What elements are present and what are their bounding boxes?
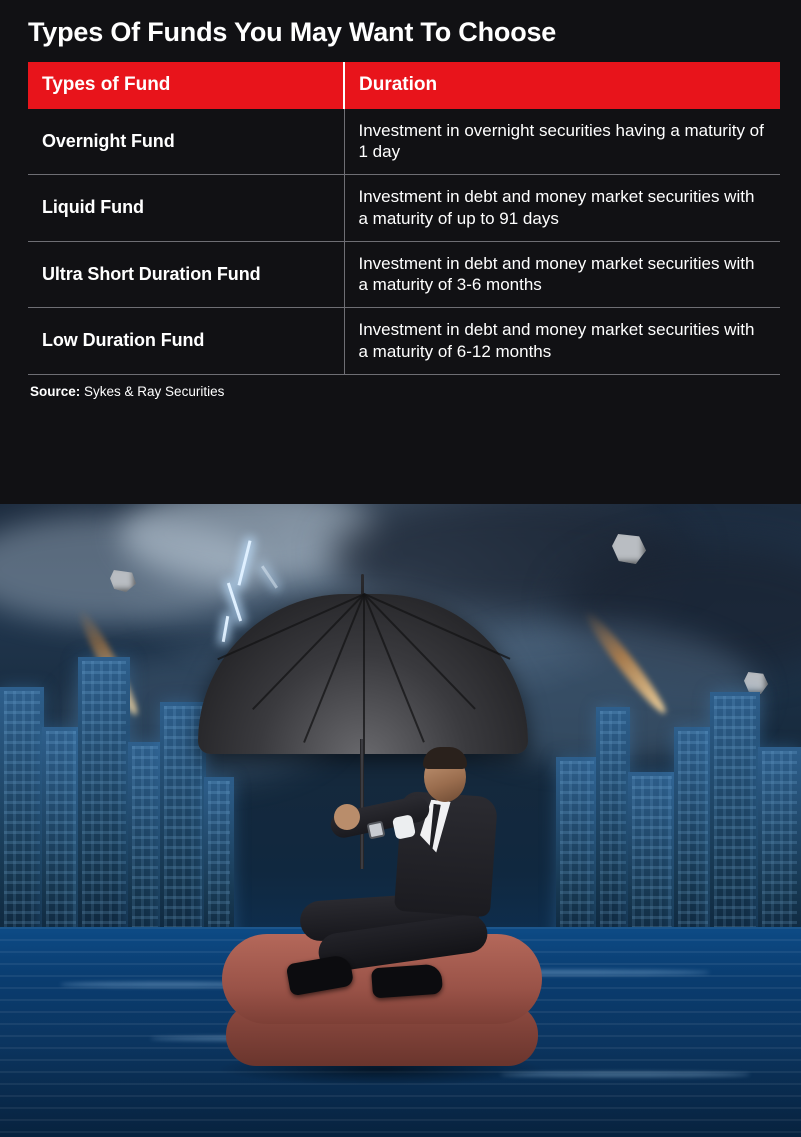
illustration	[0, 504, 801, 1137]
fund-duration-cell: Investment in overnight securities having a maturity of 1 day	[344, 109, 780, 175]
column-header-type: Types of Fund	[28, 62, 344, 109]
umbrella-rib	[217, 593, 364, 659]
man-hand	[334, 804, 360, 830]
man-hair	[423, 747, 467, 769]
man-cuff	[392, 814, 416, 840]
umbrella-rib	[252, 593, 364, 709]
source-label: Source:	[30, 383, 81, 399]
fund-duration-cell: Investment in debt and money market securities with a maturity of 3-6 months	[344, 241, 780, 308]
wristwatch-icon	[367, 821, 386, 840]
building-shape	[758, 747, 801, 957]
umbrella-canopy	[198, 594, 528, 754]
funds-table	[28, 62, 780, 375]
fund-duration-cell: Investment in debt and money market securities with a maturity of 6-12 months	[344, 308, 780, 375]
building-shape	[674, 727, 712, 957]
umbrella-shaft	[360, 739, 364, 869]
source-value: Sykes & Ray Securities	[84, 383, 225, 399]
building-shape	[128, 742, 162, 957]
table-row	[28, 109, 780, 175]
building-shape	[596, 707, 630, 957]
table-row	[28, 308, 780, 375]
building-shape	[42, 727, 80, 957]
table-row	[28, 175, 780, 242]
source-line	[28, 375, 779, 399]
table-header-row	[28, 62, 780, 109]
lightning-icon	[222, 616, 229, 642]
fund-type-cell: Overnight Fund	[28, 109, 344, 175]
building-shape	[78, 657, 130, 957]
column-header-duration: Duration	[344, 62, 780, 109]
building-shape	[0, 687, 44, 957]
fund-type-cell: Ultra Short Duration Fund	[28, 241, 344, 308]
table-row	[28, 241, 780, 308]
table-section	[0, 0, 801, 508]
page-title: Types Of Funds You May Want To Choose	[28, 17, 557, 47]
building-shape	[710, 692, 760, 957]
fund-type-cell: Low Duration Fund	[28, 308, 344, 375]
man-shoe	[371, 964, 443, 999]
fund-duration-cell: Investment in debt and money market securities with a maturity of up to 91 days	[344, 175, 780, 242]
fund-type-cell: Liquid Fund	[28, 175, 344, 242]
umbrella-rib	[363, 594, 365, 754]
